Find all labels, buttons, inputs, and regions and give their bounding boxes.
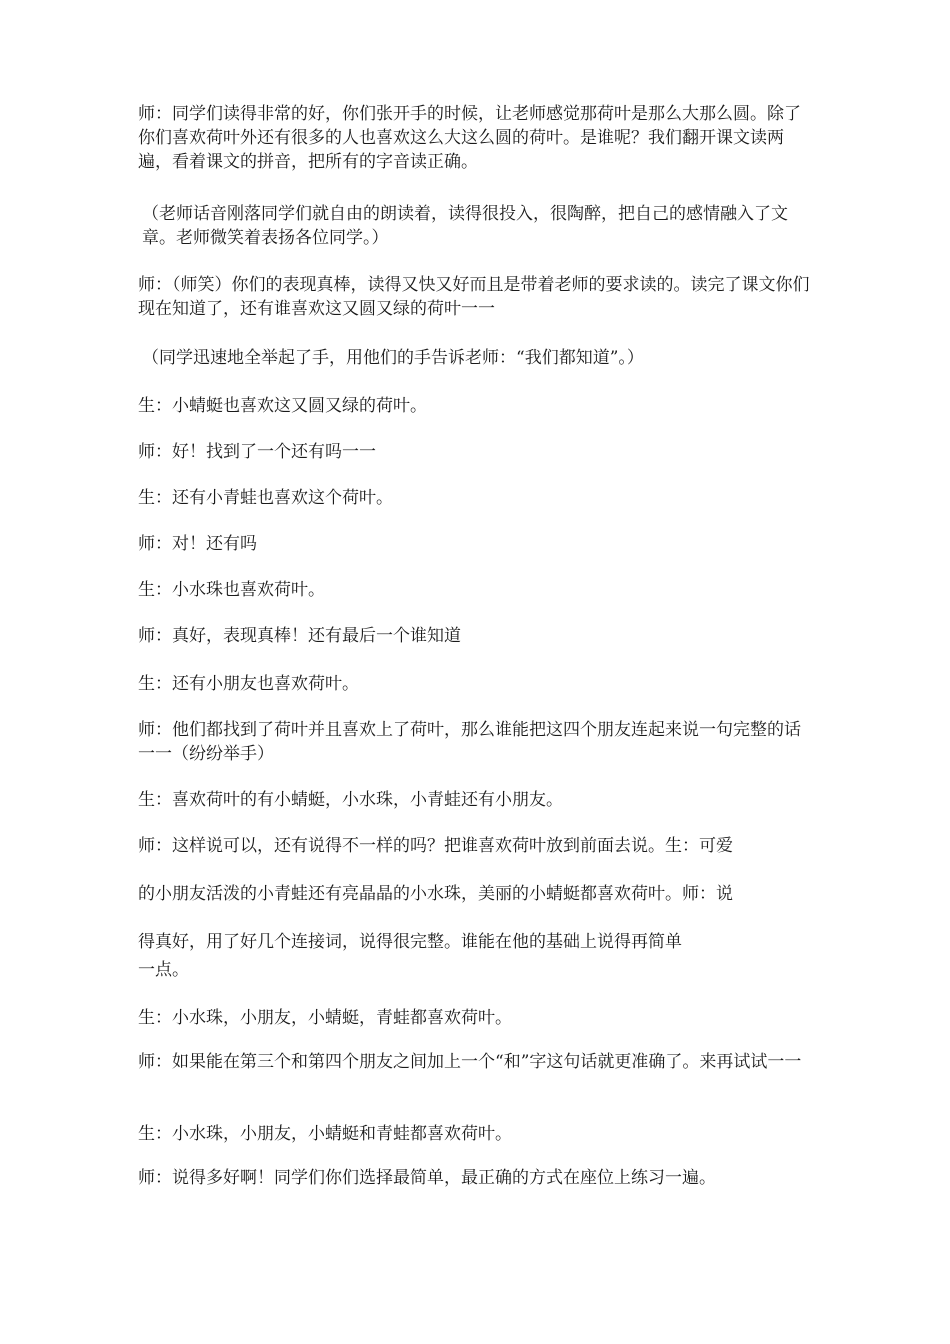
paragraph-teacher-different-line2: 的小朋友活泼的小青蛙还有亮晶晶的小水珠，美丽的小蜻蜓都喜欢荷叶。师：说 bbox=[138, 884, 733, 904]
paragraph-teacher-different-line3: 得真好，用了好几个连接词，说得很完整。谁能在他的基础上说得再简单 bbox=[138, 932, 682, 952]
paragraph-teacher-praise: 师：（师笑）你们的表现真棒，读得又快又好而且是带着老师的要求读的。读完了课文你们现在知道了，还有谁喜欢这又圆又绿的荷叶一一 bbox=[138, 275, 810, 319]
paragraph-teacher-different-line1: 师：这样说可以，还有说得不一样的吗？把谁喜欢荷叶放到前面去说。生：可爱 bbox=[138, 836, 733, 856]
paragraph-student-simple: 生：小水珠，小朋友，小蜻蜓，青蛙都喜欢荷叶。 bbox=[138, 1008, 512, 1028]
paragraph-teacher-found-one: 师：好！找到了一个还有吗一一 bbox=[138, 442, 376, 462]
paragraph-student-sentence: 生：喜欢荷叶的有小蜻蜓，小水珠，小青蛙还有小朋友。 bbox=[138, 790, 563, 810]
paragraph-student-water-drop: 生：小水珠也喜欢荷叶。 bbox=[138, 580, 325, 600]
paragraph-teacher-practice: 师：说得多好啊！同学们你们选择最简单，最正确的方式在座位上练习一遍。 bbox=[138, 1168, 716, 1188]
paragraph-student-child: 生：还有小朋友也喜欢荷叶。 bbox=[138, 674, 359, 694]
paragraph-student-with-and: 生：小水珠，小朋友，小蜻蜓和青蛙都喜欢荷叶。 bbox=[138, 1124, 512, 1144]
paragraph-student-frog: 生：还有小青蛙也喜欢这个荷叶。 bbox=[138, 488, 393, 508]
paragraph-teacher-add-and: 师：如果能在第三个和第四个朋友之间加上一个“和”字这句话就更准确了。来再试试一一 bbox=[138, 1052, 802, 1072]
paragraph-teacher-intro: 师：同学们读得非常的好，你们张开手的时候，让老师感觉那荷叶是那么大那么圆。除了你们喜欢荷叶外还有很多的人也喜欢这么大这么圆的荷叶。是谁呢？我们翻开课文读两遍，看着课文的拼音，把所有的字音读正确。 bbox=[138, 104, 801, 172]
paragraph-teacher-last-one: 师：真好，表现真棒！还有最后一个谁知道 bbox=[138, 626, 461, 646]
paragraph-teacher-different-line4: 一点。 bbox=[138, 960, 189, 980]
paragraph-teacher-anymore: 师：对！还有吗 bbox=[138, 534, 257, 554]
paragraph-stage-direction-reading: （老师话音刚落同学们就自由的朗读着，读得很投入，很陶醉，把自己的感情融入了文章。老师微笑着表扬各位同学。） bbox=[142, 204, 788, 248]
paragraph-teacher-connect: 师：他们都找到了荷叶并且喜欢上了荷叶，那么谁能把这四个朋友连起来说一句完整的话一一（纷纷举手） bbox=[138, 720, 801, 764]
paragraph-student-dragonfly: 生：小蜻蜓也喜欢这又圆又绿的荷叶。 bbox=[138, 396, 427, 416]
paragraph-stage-direction-hands: （同学迅速地全举起了手，用他们的手告诉老师：“我们都知道”。） bbox=[142, 348, 644, 368]
